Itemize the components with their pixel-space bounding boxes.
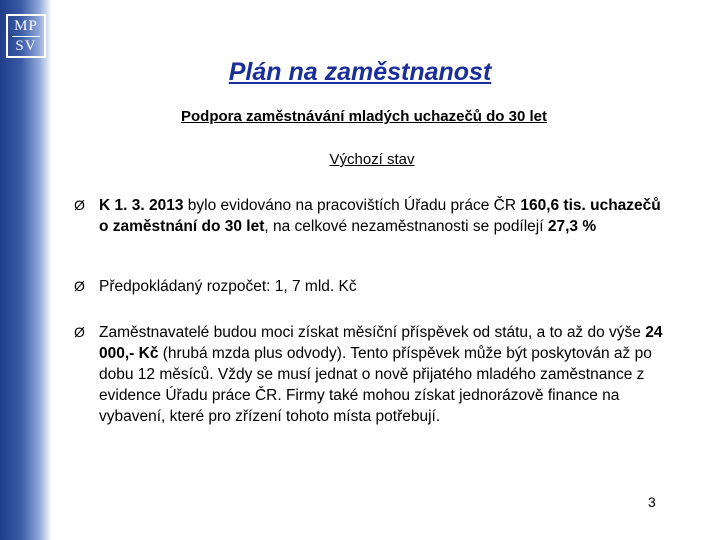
bold-text: 24 000,- Kč [99,324,663,362]
arrow-bullet-icon: Ø [74,197,85,213]
bullet-text [99,195,674,237]
arrow-bullet-icon: Ø [74,278,85,294]
plain-text: bylo evidováno na pracovištích Úřadu práce ČR [183,197,521,214]
bold-text: K 1. 3. 2013 [99,197,184,214]
plain-text: , na celkové nezaměstnanosti se podílejí [264,218,548,235]
logo-text-bottom: SV [15,37,37,54]
slide-title: Plán na zaměstnanost [228,58,492,86]
bullet-text: Předpokládaný rozpočet: 1, 7 mld. Kč [99,278,357,295]
section-heading: Výchozí stav [329,151,415,168]
bold-text: 160,6 tis. uchazečů o zaměstnání do 30 let [99,197,661,235]
arrow-bullet-icon: Ø [74,324,85,340]
mpsv-logo [6,14,46,58]
bullet-item-employer-contribution [74,322,674,427]
logo-divider [12,36,40,37]
logo-text-top: MP [14,17,38,34]
page-number: 3 [648,494,656,510]
plain-text: Zaměstnavatelé budou moci získat měsíční příspěvek od státu, a to až do výše [99,324,646,341]
slide-subtitle: Podpora zaměstnávání mladých uchazečů do 30 let [181,108,547,125]
bullet-text [99,322,674,427]
plain-text: (hrubá mzda plus odvody). Tento příspěvek může být poskytován až po dobu 12 měsíců. Vždy se musí jednat o nově přijatého mladého zaměstnance z evidence Úřadu práce ČR. Firmy také mohou získat jednorázově finance na vybavení, které pro zřízení tohoto místa potřebují. [99,345,652,425]
bold-text: 27,3 % [547,218,597,235]
bullet-item-registered [74,195,674,237]
bullet-item-budget [74,276,674,297]
